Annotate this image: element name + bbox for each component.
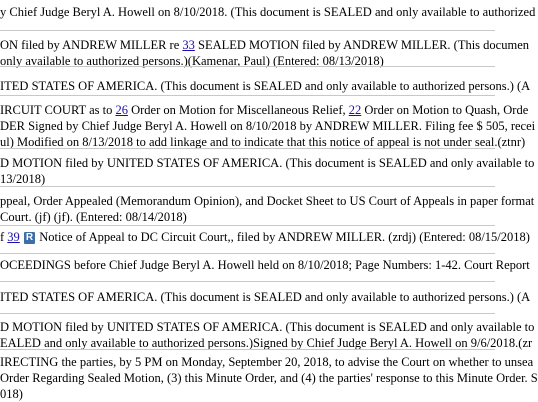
document-number-link[interactable]: 26 xyxy=(115,103,128,117)
docket-entry-row xyxy=(0,349,538,401)
docket-entry-row xyxy=(0,253,530,281)
document-number-link[interactable]: 33 xyxy=(182,38,195,52)
entry-text: only available to authorized persons.)(Kamenar, Paul) (Entered: 08/13/2018) xyxy=(0,54,384,68)
entry-text-line xyxy=(0,79,530,94)
entry-text-line xyxy=(0,119,535,134)
entry-text: IRCUIT COURT as to xyxy=(0,103,116,117)
entry-text: ON filed by ANDREW MILLER re xyxy=(0,38,183,52)
docket-entry-row xyxy=(0,66,531,95)
entry-text: D MOTION filed by UNITED STATES OF AMERICA. (This document is SEALED and only available to xyxy=(0,320,535,334)
entry-text: Order Regarding Sealed Motion, (3) this Minute Order, and (4) the parties' response to this Minute Order. S xyxy=(0,371,538,385)
entry-text xyxy=(20,230,23,244)
entry-text-line xyxy=(0,371,538,386)
docket-entry-row xyxy=(0,186,535,225)
docket-entry-row xyxy=(0,0,536,30)
document-number-link[interactable]: 22 xyxy=(348,103,362,117)
entry-text: ITED STATES OF AMERICA. (This document is SEALED and only available to authorized persons.) (A xyxy=(0,79,531,93)
document-number-link[interactable]: 39 xyxy=(7,230,20,244)
entry-text: Order on Motion for Miscellaneous Relief, xyxy=(127,103,349,117)
entry-text: ppeal, Order Appealed (Memorandum Opinion), and Docket Sheet to US Court of Appeals in paper format xyxy=(0,194,535,208)
entry-text: 13/2018) xyxy=(0,172,46,186)
entry-text: IRECTING the parties, by 5 PM on Monday, September 20, 2018, to advise the Court on whether to unsea xyxy=(0,355,534,369)
docket-entry-row xyxy=(0,281,531,313)
entry-text-line xyxy=(0,355,533,370)
entry-text-line xyxy=(0,387,23,402)
entry-text-line xyxy=(0,230,530,245)
entry-text-line xyxy=(0,172,45,187)
docket-entry-row xyxy=(0,313,535,350)
entry-text: Court. (jf) (jf). (Entered: 08/14/2018) xyxy=(0,210,187,224)
entry-text-line xyxy=(0,194,534,209)
entry-text: Order on Motion to Quash, Orde xyxy=(361,103,529,117)
entry-text: y Chief Judge Beryl A. Howell on 8/10/2018. (This document is SEALED and only available to authorized xyxy=(0,5,536,19)
entry-text: OCEEDINGS before Chief Judge Beryl A. Howell held on 8/10/2018; Page Numbers: 1-42. Court Report xyxy=(0,258,530,272)
entry-text: ITED STATES OF AMERICA. (This document is SEALED and only available to authorized persons.) (A xyxy=(0,290,531,304)
entry-text: f xyxy=(0,230,8,244)
entry-text-line xyxy=(0,258,530,273)
entry-text-line xyxy=(0,290,530,305)
entry-text-line xyxy=(0,38,529,53)
restricted-document-badge-icon[interactable]: R xyxy=(25,232,34,243)
docket-entry-row xyxy=(0,148,535,186)
entry-text: SEALED MOTION filed by ANDREW MILLER. (This documen xyxy=(194,38,529,52)
entry-text: 018) xyxy=(0,387,23,401)
docket-entry-row xyxy=(0,30,529,68)
entry-text-line xyxy=(0,156,534,171)
entry-text-line xyxy=(0,5,535,20)
docket-entry-row xyxy=(0,95,536,149)
entry-text: Notice of Appeal to DC Circuit Court,, filed by ANDREW MILLER. (zrdj) (Entered: 08/15/2018) xyxy=(36,230,530,244)
docket-entry-row xyxy=(0,225,530,253)
entry-text-line xyxy=(0,103,528,118)
entry-text-line xyxy=(0,210,187,225)
entry-text-line xyxy=(0,320,534,335)
entry-text: D MOTION filed by UNITED STATES OF AMERICA. (This document is SEALED and only available to xyxy=(0,156,535,170)
entry-text: EALED and only available to authorized persons.)Signed by Chief Judge Beryl A. Howell on 9/6/2018.(zr xyxy=(0,336,533,350)
entry-text: DER Signed by Chief Judge Beryl A. Howell on 8/10/2018 by ANDREW MILLER. Filing fee $ 505, recei xyxy=(0,119,536,133)
entry-text: ul) Modified on 8/13/2018 to add linkage and to indicate that this notice of appeal is not under seal.(ztnr) xyxy=(0,135,526,149)
